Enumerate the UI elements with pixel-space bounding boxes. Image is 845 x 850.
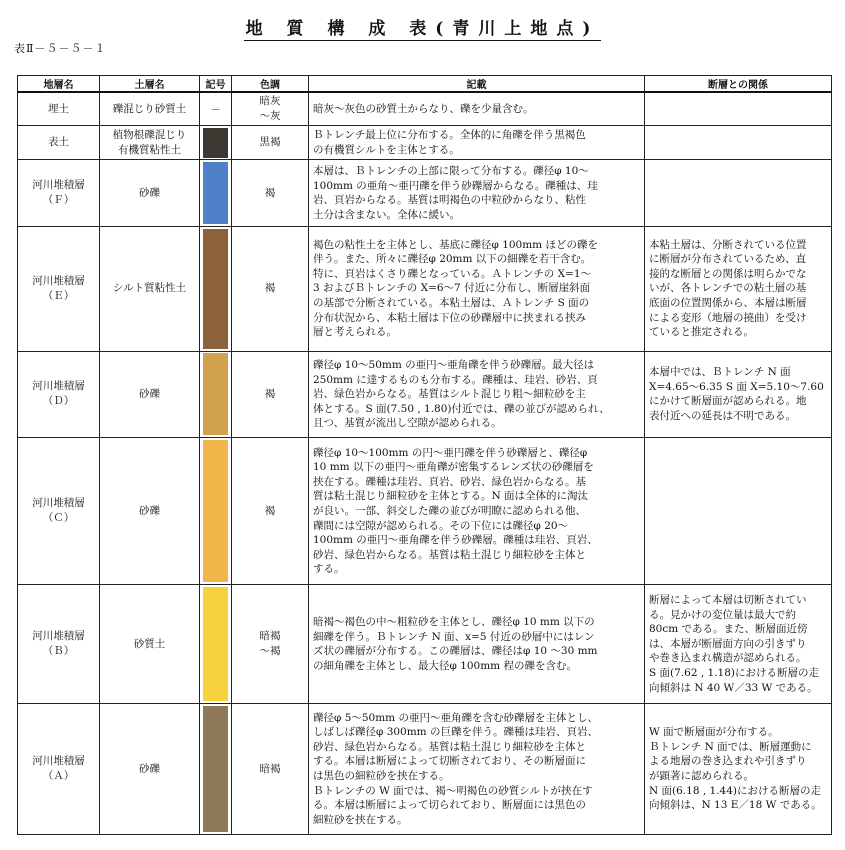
table-row <box>18 585 832 704</box>
description: 礫径φ 5〜50mm の亜円〜亜角礫を含む砂礫層を主体とし、 しばしば礫径φ 300mm の巨礫を伴う。礫種は珪岩、頁岩、 砂岩、緑色岩からなる。基質は粘土混じり細粒砂を主体と する。本層は断層によって切断されており、その断層面に は黒色の細粒砂を挟在する。 Ｂトレンチの W 面では、褐〜明褐色の砂質シルトが挟在す る。本層は断層によって切られており、断層面には黒色の 細粒砂を挟在する。 <box>309 704 645 835</box>
layer-name: 河川堆積層 （Ａ） <box>18 704 100 835</box>
col-symbol: 記号 <box>200 76 232 93</box>
fault-relation: 本層中では、Ｂトレンチ N 面 X=4.65〜6.35 S 面 X=5.10〜7.60 にかけて断層面が認められる。地 表付近への延長は不明である。 <box>645 351 832 438</box>
table-row <box>18 226 832 351</box>
table-row <box>18 126 832 160</box>
col-fault: 断層との関係 <box>645 76 832 93</box>
description: 礫径φ 10〜100mm の円〜亜円礫を伴う砂礫層と、礫径φ 10 mm 以下の亜円〜亜角礫が密集するレンズ状の砂礫層を 挟在する。礫種は珪岩、頁岩、砂岩、緑色岩からなる。基 質は粘土混じり細粒砂を主体とする。N 面は全体的に淘汰 が良い。一部、斜交した礫の並びが明瞭に認められる他、 礫間には空隙が認められる。その下位には礫径φ 20〜 100mm の亜円〜亜角礫を伴う砂礫層。礫種は珪岩、頁岩、 砂岩、緑色岩からなる。基質は粘土混じり細粒砂を主体と する。 <box>309 438 645 585</box>
soil-name: 砂礫 <box>100 351 200 438</box>
fault-relation: 本粘土層は、分断されている位置 に断層が分布されているため、直 接的な断層との関係は明らかでな いが、各トレンチでの粘土層の基 底面の位置関係から、本層は断層 による変形（地層の撓曲）を受け ていると推定される。 <box>645 226 832 351</box>
soil-name: 礫混じり砂質土 <box>100 92 200 126</box>
soil-name: 植物根礫混じり 有機質粘性土 <box>100 126 200 160</box>
color-swatch-cell <box>200 438 232 585</box>
color-swatch-cell <box>200 704 232 835</box>
tone: 褐 <box>232 160 309 226</box>
color-swatch-cell <box>200 226 232 351</box>
soil-name: シルト質粘性土 <box>100 226 200 351</box>
tone: 黒褐 <box>232 126 309 160</box>
tone: 暗褐 〜褐 <box>232 585 309 704</box>
color-swatch-cell <box>200 126 232 160</box>
color-swatch <box>203 229 228 349</box>
table-id: 表Ⅱ－５－５－１ <box>14 42 107 55</box>
description: Ｂトレンチ最上位に分布する。全体的に角礫を伴う黒褐色 の有機質シルトを主体とする。 <box>309 126 645 160</box>
description: 暗褐〜褐色の中〜粗粒砂を主体とし、礫径φ 10 mm 以下の 細礫を伴う。Ｂトレンチ N 面、x=5 付近の砂層中にはレン ズ状の礫層が分布する。この礫層は、礫径はφ 10 〜30 mm の細角礫を主体とし、最大径φ 100mm 程の礫を含む。 <box>309 585 645 704</box>
layer-name: 埋土 <box>18 92 100 126</box>
soil-name: 砂礫 <box>100 704 200 835</box>
tone: 暗灰 〜灰 <box>232 92 309 126</box>
description: 礫径φ 10〜50mm の亜円〜亜角礫を伴う砂礫層。最大径は 250mm に達するものも分布する。礫種は、珪岩、砂岩、頁 岩、緑色岩からなる。基質はシルト混じり粗〜細粒砂を主 体とする。S 面(7.50 , 1.80)付近では、礫の並びが認められ、 且つ、基質が流出し空隙が認められる。 <box>309 351 645 438</box>
col-description: 記載 <box>309 76 645 93</box>
soil-name: 砂質土 <box>100 585 200 704</box>
color-swatch <box>203 706 228 832</box>
layer-name: 表土 <box>18 126 100 160</box>
color-swatch <box>203 440 228 582</box>
layer-name: 河川堆積層 （Ｅ） <box>18 226 100 351</box>
layer-name: 河川堆積層 （Ｆ） <box>18 160 100 226</box>
soil-name: 砂礫 <box>100 160 200 226</box>
fault-relation <box>645 438 832 585</box>
geology-table <box>17 75 832 835</box>
table-row <box>18 704 832 835</box>
page-title: 地 質 構 成 表(青川上地点) <box>245 19 600 39</box>
description: 本層は、Ｂトレンチの上部に限って分布する。礫径φ 10〜 100mm の亜角〜亜円礫を伴う砂礫層からなる。礫種は、珪 岩、頁岩からなる。基質は明褐色の中粒砂からなり、粘性 土分は含まない。全体に緩い。 <box>309 160 645 226</box>
color-swatch <box>203 587 228 701</box>
soil-name: 砂礫 <box>100 438 200 585</box>
symbol-cell: － <box>200 92 232 126</box>
color-swatch <box>203 353 228 435</box>
layer-name: 河川堆積層 （Ｄ） <box>18 351 100 438</box>
color-swatch-cell <box>200 351 232 438</box>
tone: 暗褐 <box>232 704 309 835</box>
col-soil: 土層名 <box>100 76 200 93</box>
fault-relation <box>645 160 832 226</box>
table-row <box>18 92 832 126</box>
table-row <box>18 438 832 585</box>
tone: 褐 <box>232 351 309 438</box>
layer-name: 河川堆積層 （Ｂ） <box>18 585 100 704</box>
table-row <box>18 160 832 226</box>
layer-name: 河川堆積層 （Ｃ） <box>18 438 100 585</box>
color-swatch-cell <box>200 160 232 226</box>
table-row <box>18 351 832 438</box>
fault-relation <box>645 92 832 126</box>
color-swatch <box>203 162 228 224</box>
color-swatch <box>203 128 228 158</box>
header-row <box>18 76 832 93</box>
tone: 褐 <box>232 226 309 351</box>
description: 暗灰〜灰色の砂質土からなり、礫を少量含む。 <box>309 92 645 126</box>
col-tone: 色調 <box>232 76 309 93</box>
description: 褐色の粘性土を主体とし、基底に礫径φ 100mm ほどの礫を 伴う。また、所々に礫径φ 20mm 以下の細礫を若干含む。 特に、頁岩はくさり礫となっている。Ａトレンチの X=1〜 3 およびＢトレンチの X=6〜7 付近に分布し、断層崖斜面 の基部で分断されている。本粘土層は、Ａトレンチ S 面の 分布状況から、本粘土層は下位の砂礫層中に挟まれる挟み 層と考えられる。 <box>309 226 645 351</box>
fault-relation: 断層によって本層は切断されてい る。見かけの変位量は最大で約 80cm である。また、断層面近傍 は、本層が断層面方向の引きずり や巻き込まれ構造が認められる。 S 面(7.62 , 1.18)における断層の走 向傾斜は N 40 W／33 W である。 <box>645 585 832 704</box>
fault-relation: W 面で断層面が分布する。 Ｂトレンチ N 面では、断層運動に よる地層の巻き込まれや引きずり が顕著に認められる。 N 面(6.18 , 1.44)における断層の走 向傾斜は、N 13 E／18 W である。 <box>645 704 832 835</box>
color-swatch-cell <box>200 585 232 704</box>
tone: 褐 <box>232 438 309 585</box>
fault-relation <box>645 126 832 160</box>
col-layer: 地層名 <box>18 76 100 93</box>
